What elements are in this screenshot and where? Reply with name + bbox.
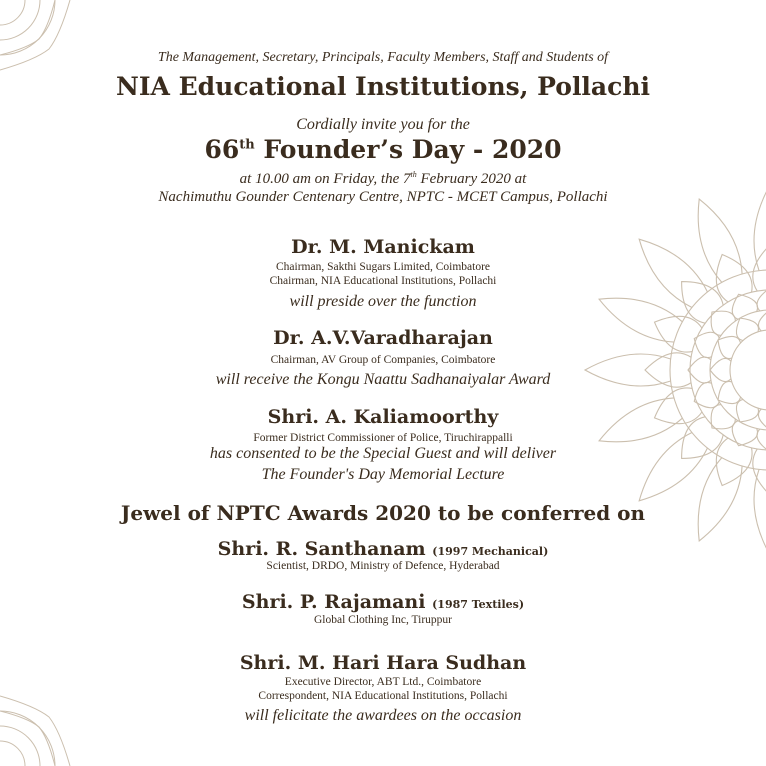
awardee-name: Shri. R. Santhanam — [217, 538, 426, 560]
event-title — [0, 135, 766, 164]
awardee-batch: (1997 Mechanical) — [432, 545, 549, 558]
felicitator-name: Shri. M. Hari Hara Sudhan — [239, 652, 527, 674]
date-ordinal: th — [410, 170, 417, 179]
person-role: will receive the Kongu Naattu Sadhanaiyalar Award — [215, 371, 551, 388]
person-detail: Chairman, NIA Educational Institutions, Pollachi — [269, 275, 497, 287]
event-number: 66 — [204, 135, 240, 164]
institution-title: NIA Educational Institutions, Pollachi — [115, 72, 651, 101]
awardee-name: Shri. P. Rajamani — [241, 591, 426, 613]
time-suffix: February 2020 at — [416, 171, 527, 187]
time-line — [0, 170, 766, 188]
person-role: will preside over the function — [289, 293, 477, 310]
time-prefix: at 10.00 am on Friday, the 7 — [239, 171, 411, 187]
event-ordinal: th — [239, 137, 255, 153]
person-name: Dr. A.V.Varadharajan — [273, 327, 493, 349]
awardee-detail: Scientist, DRDO, Ministry of Defence, Hyderabad — [266, 560, 500, 572]
event-name: Founder’s Day - 2020 — [263, 135, 562, 164]
awardee-name-line — [0, 591, 766, 613]
corner-ornament-top-left-icon — [0, 0, 80, 80]
felicitator-detail: Correspondent, NIA Educational Institutions, Pollachi — [258, 690, 508, 702]
felicitator-role: will felicitate the awardees on the occasion — [244, 707, 522, 724]
person-detail: Former District Commissioner of Police, Tiruchirappalli — [253, 432, 513, 444]
person-detail: Chairman, Sakthi Sugars Limited, Coimbatore — [276, 261, 490, 273]
person-role: The Founder's Day Memorial Lecture — [261, 466, 505, 483]
awardee-detail: Global Clothing Inc, Tiruppur — [313, 614, 452, 626]
person-name: Dr. M. Manickam — [291, 236, 475, 258]
awards-heading: Jewel of NPTC Awards 2020 to be conferred on — [120, 501, 646, 525]
hosts-line: The Management, Secretary, Principals, Faculty Members, Staff and Students of — [157, 50, 609, 65]
person-detail: Chairman, AV Group of Companies, Coimbatore — [270, 354, 496, 366]
invite-line: Cordially invite you for the — [296, 116, 470, 133]
awardee-name-line — [0, 538, 766, 560]
person-role: has consented to be the Special Guest and will deliver — [209, 445, 557, 462]
felicitator-detail: Executive Director, ABT Ltd., Coimbatore — [284, 676, 482, 688]
awardee-batch: (1987 Textiles) — [432, 598, 525, 611]
person-name: Shri. A. Kaliamoorthy — [267, 406, 499, 428]
venue-line: Nachimuthu Gounder Centenary Centre, NPTC - MCET Campus, Pollachi — [158, 189, 608, 205]
